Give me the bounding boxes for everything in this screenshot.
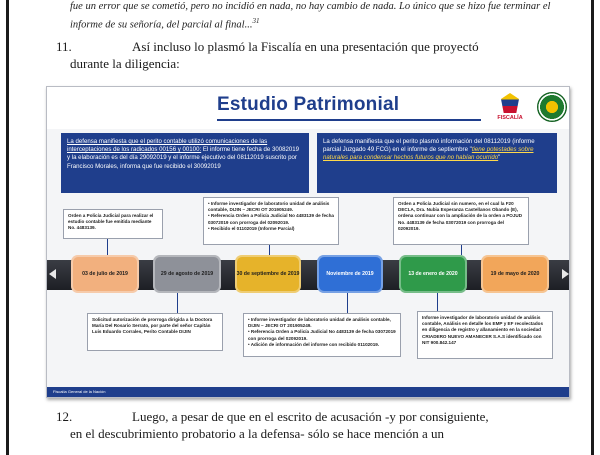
timeline-box-top-3: Orden a Policía Judicial sin numero, en el cual la F20 DECLA, Dra. Nubia Esperanza Castellanos Obando (E), ordena continuar con la ampliación de la orden a POJUD No. 4483139 de fecha 03072019 con prorroga del 02092019. [393, 197, 529, 245]
slide-footer: Fiscalía General de la Nación [47, 387, 569, 397]
connector [107, 239, 108, 255]
connector [437, 293, 438, 311]
timeline-date-2: 29 de agosto de 2019 [153, 255, 221, 293]
timeline-date-5: 13 de enero de 2020 [399, 255, 467, 293]
timeline-date-6: 19 de mayo de 2020 [481, 255, 549, 293]
timeline-date-4: Noviembre de 2019 [317, 255, 383, 293]
fiscalia-logo [491, 93, 529, 125]
paragraph-text-continuation: en el descubrimiento probatorio a la defensa- sólo se hace mención a un [70, 426, 444, 441]
paragraph-number: 12. [56, 409, 73, 424]
timeline-date-1: 03 de julio de 2019 [71, 255, 139, 293]
timeline-box-bottom-3: Informe investigador de laboratorio unidad de análisis contable, Análisis en detalle los EMP y EF recolectados en diligencia de registro y allanamiento en la sociedad CRIADERO NUEVO AMANECER S.A.S identificado con NIT 900.842.147 [417, 311, 553, 359]
timeline-box-top-1: Orden a Policía Judicial para realizar el estudio contable fue emitida mediante No. 4483139. [63, 209, 163, 239]
footnote-ref: 31 [252, 17, 260, 25]
info-box-left: La defensa manifiesta que el perito contable utilizó comunicaciones de las interceptaciones de los radicados 00156 y 00100: El informe tiene fecha de 30082019 y la elaboración es del día 29092019 y el informe ejecutivo del 08112019 suscrito por Francisco Morales, informa que fue recibido el 30092019 [61, 133, 309, 193]
connector [347, 293, 348, 313]
paragraph-text: Luego, a pesar de que en el escrito de acusación -y por consiguiente, [132, 409, 489, 424]
police-seal-icon [537, 92, 567, 122]
slide-title: Estudio Patrimonial [217, 94, 400, 115]
arrow-left-icon [49, 269, 56, 279]
timeline-box-bottom-1: Solicitud autorización de prorroga dirigida a la Doctora María Del Rosario Serrato, por parte del señor Capitán Luis Eduardo Corrales, Perito Contable DIJIN [87, 313, 223, 351]
timeline-box-bottom-2: • Informe investigador de laboratorio unidad de análisis contable, DIJIN – JECRI OT 201905249. • Referencia Orden a Policía Judicial No 4483139 de fecha 03072019 con prorroga del 02092019. • Adición de información del informe con recibido 01102019. [243, 313, 401, 357]
block-quote: fue un error que se cometió, pero no incidió en nada, no hay cambio de nada. Lo único que se hizo fue terminar el informe de su señoría, del parcial al final...$^{31}$ [70, 1, 551, 31]
embedded-slide [46, 86, 570, 398]
info-box-right: La defensa manifiesta que el perito plasmó información del 08112019 (informe parcial Juzgado 49 FCG) en el informe de septiembre "tiene potestades sobre naturales para condensar hechos futuros que no habían ocurrido" [317, 133, 557, 193]
paragraph-text: Así incluso lo plasmó la Fiscalía en una presentación que proyectó [132, 39, 479, 54]
paragraph-11 [56, 38, 570, 72]
logo-text: FISCALÍA [497, 115, 523, 121]
connector [461, 245, 462, 255]
paragraph-text-continuation: durante la diligencia: [70, 56, 180, 71]
timeline-box-top-2: • Informe investigador de laboratorio unidad de análisis contable, DIJIN – JECRI OT 201905249. • Referencia Orden a Policía Judicial No 4483139 de fecha 03072019 con prorroga del 02092019. • Recibido el 01102019 (Informe Parcial) [203, 197, 339, 245]
connector [269, 245, 270, 255]
connector [177, 293, 178, 313]
fiscalia-emblem-icon [501, 93, 519, 113]
paragraph-12 [56, 408, 570, 442]
timeline-date-3: 30 de septiembre de 2019 [235, 255, 301, 293]
arrow-right-icon [562, 269, 569, 279]
paragraph-number: 11. [56, 39, 72, 54]
title-underline [217, 119, 481, 121]
